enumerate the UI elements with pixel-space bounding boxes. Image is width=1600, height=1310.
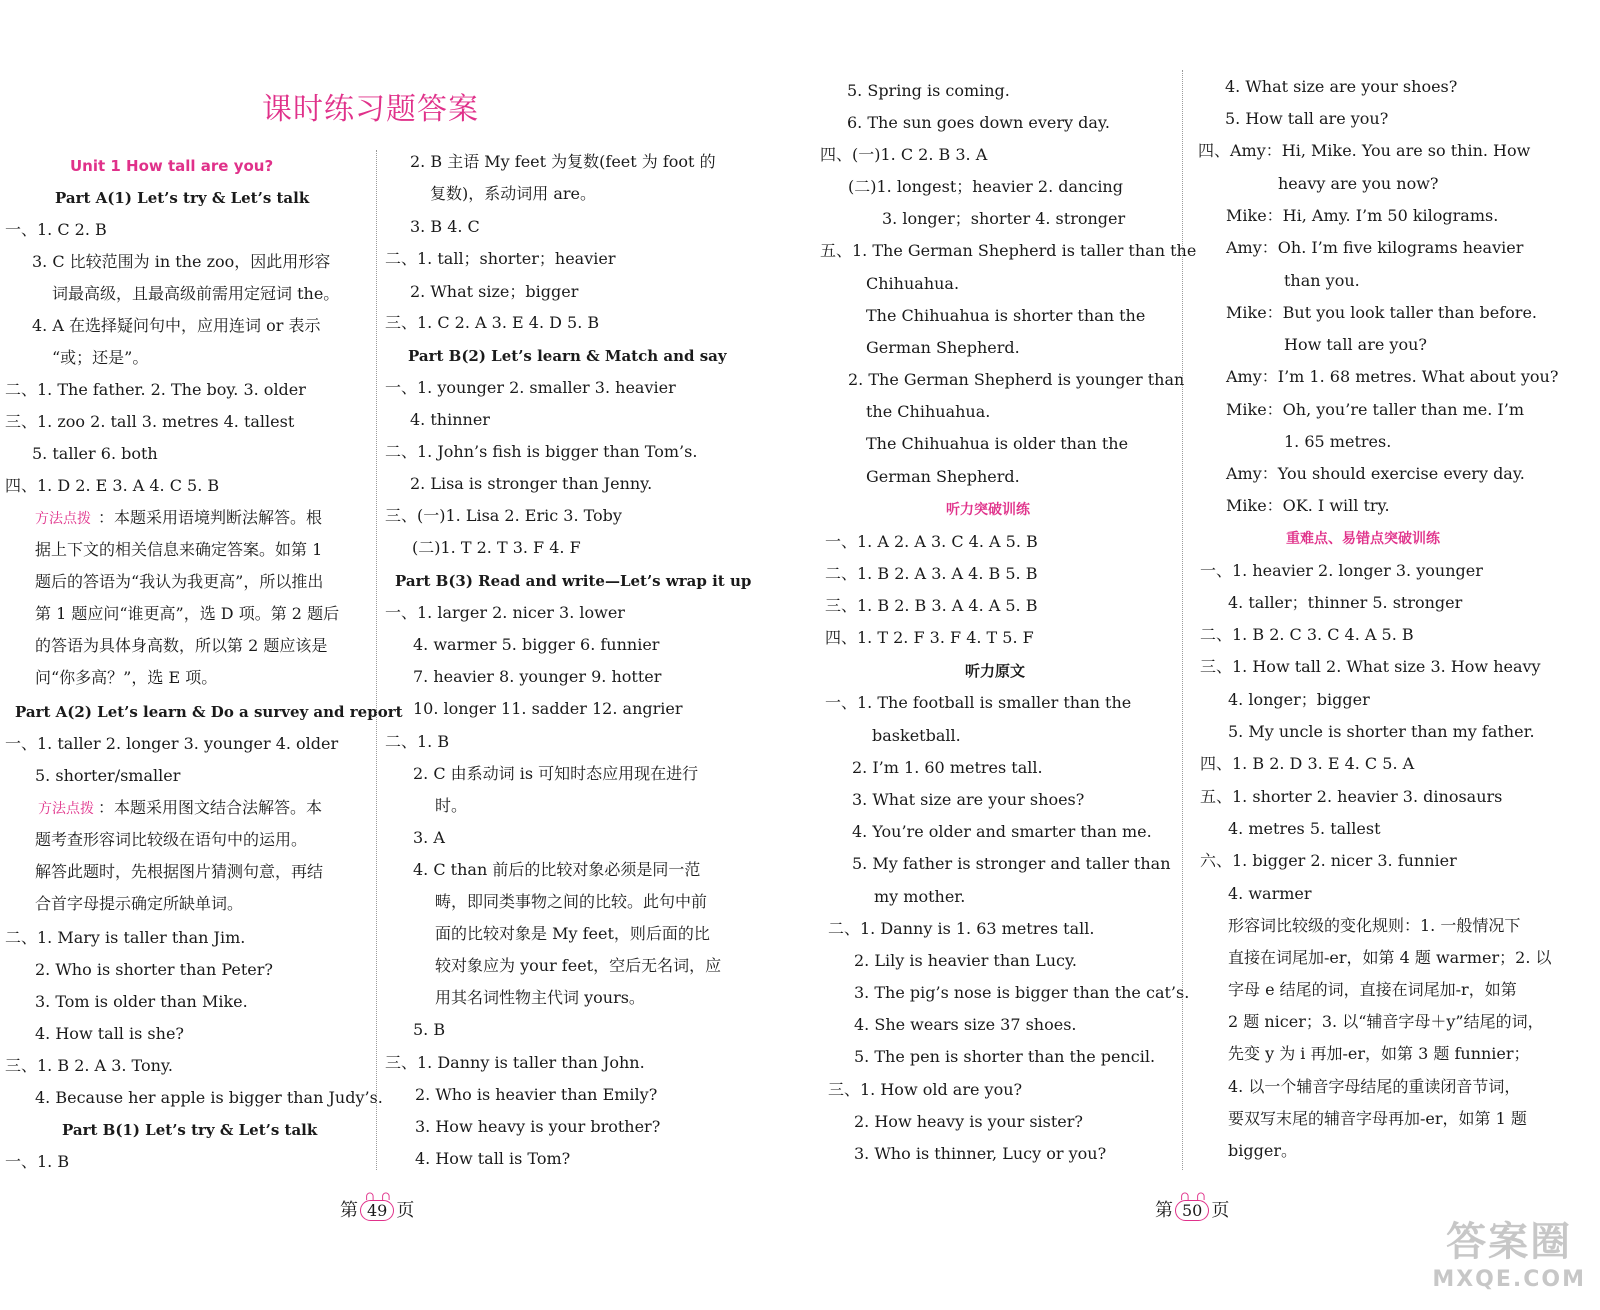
answer-line: 一、1. A 2. A 3. C 4. A 5. B bbox=[825, 532, 1038, 551]
answer-line: 5. shorter/smaller bbox=[35, 766, 181, 785]
answer-line: 3. Tom is older than Mike. bbox=[35, 992, 248, 1011]
page-number-suffix: 页 bbox=[396, 1200, 415, 1221]
answer-line: How tall are you? bbox=[1284, 335, 1427, 354]
answer-line: 一、1. The football is smaller than the bbox=[825, 693, 1132, 712]
page-number-49 bbox=[340, 1189, 415, 1222]
page-title: 课时练习题答案 bbox=[262, 92, 479, 127]
answer-line: 5. The pen is shorter than the pencil. bbox=[854, 1047, 1156, 1066]
page-number-50 bbox=[1155, 1189, 1230, 1222]
answer-line: 三、(一)1. Lisa 2. Eric 3. Toby bbox=[385, 506, 622, 525]
answer-line: 2. Lily is heavier than Lucy. bbox=[854, 951, 1077, 970]
answer-line: 听力原文 bbox=[965, 662, 1026, 680]
answer-line: 二、1. Danny is 1. 63 metres tall. bbox=[828, 919, 1095, 938]
answer-line: 听力突破训练 bbox=[946, 502, 1030, 518]
answer-line: 1. 65 metres. bbox=[1284, 432, 1392, 451]
answer-line: 4. How tall is Tom? bbox=[415, 1149, 571, 1168]
answer-line: 一、1. B bbox=[5, 1152, 70, 1171]
answer-line: 三、1. B 2. B 3. A 4. A 5. B bbox=[825, 596, 1038, 615]
answer-line: 4. taller；thinner 5. stronger bbox=[1228, 593, 1463, 612]
answer-line: German Shepherd. bbox=[866, 338, 1020, 357]
answer-line: 用其名词性物主代词 yours。 bbox=[435, 988, 645, 1007]
bunny-ears-icon: ∩∩ bbox=[1180, 1189, 1213, 1203]
answer-line: 重难点、易错点突破训练 bbox=[1286, 531, 1440, 547]
answer-line: 一、1. C 2. B bbox=[5, 220, 107, 239]
answer-line: 2. B 主语 My feet 为复数(feet 为 foot 的 bbox=[410, 152, 716, 171]
answer-line: 4. She wears size 37 shoes. bbox=[854, 1015, 1077, 1034]
section-heading: Part B(2) Let’s learn & Match and say bbox=[408, 347, 727, 365]
answer-line: 五、1. shorter 2. heavier 3. dinosaurs bbox=[1200, 787, 1503, 806]
answer-line: 2. Lisa is stronger than Jenny. bbox=[410, 474, 653, 493]
answer-line: 4. What size are your shoes? bbox=[1225, 77, 1458, 96]
answer-line: 三、1. How tall 2. What size 3. How heavy bbox=[1200, 657, 1541, 676]
answer-line: 6. The sun goes down every day. bbox=[847, 113, 1110, 132]
answer-line: 的答语为具体身高数，所以第 2 题应该是 bbox=[35, 636, 328, 655]
answer-line: “或；还是”。 bbox=[52, 348, 149, 367]
answer-line: 2. Who is heavier than Emily? bbox=[415, 1085, 658, 1104]
answer-line: The Chihuahua is older than the bbox=[866, 434, 1129, 453]
answer-line: 一、1. larger 2. nicer 3. lower bbox=[385, 603, 625, 622]
answer-line: 先变 y 为 i 再加-er，如第 3 题 funnier； bbox=[1228, 1044, 1530, 1063]
answer-line: 2. What size；bigger bbox=[410, 282, 579, 301]
answer-line: 10. longer 11. sadder 12. angrier bbox=[413, 699, 683, 718]
page-number-value: 49 bbox=[367, 1201, 388, 1220]
answer-line: 3. Who is thinner, Lucy or you? bbox=[854, 1144, 1107, 1163]
answer-line: 2 题 nicer；3. 以“辅音字母＋y”结尾的词， bbox=[1228, 1012, 1544, 1031]
answer-line: Mike：Hi, Amy. I’m 50 kilograms. bbox=[1226, 206, 1499, 225]
answer-line: 第 1 题应问“谁更高”，选 D 项。第 2 题后 bbox=[35, 604, 340, 623]
answer-line: 二、1. The father. 2. The boy. 3. older bbox=[5, 380, 306, 399]
answer-line: Amy：I’m 1. 68 metres. What about you? bbox=[1226, 367, 1559, 386]
answer-line: 二、1. John’s fish is bigger than Tom’s. bbox=[385, 442, 698, 461]
answer-line: 词最高级，且最高级前需用定冠词 the。 bbox=[52, 284, 340, 303]
answer-line: 三、1. C 2. A 3. E 4. D 5. B bbox=[385, 313, 600, 332]
page-number-suffix: 页 bbox=[1211, 1200, 1230, 1221]
answer-line: 较对象应为 your feet，空后无名词，应 bbox=[435, 956, 722, 975]
answer-line: 据上下文的相关信息来确定答案。如第 1 bbox=[35, 540, 323, 559]
section-heading: Part B(3) Read and write—Let’s wrap it up bbox=[395, 572, 752, 590]
answer-line: Amy：You should exercise every day. bbox=[1226, 464, 1525, 483]
answer-line: 四、Amy：Hi, Mike. You are so thin. How bbox=[1198, 141, 1531, 160]
answer-line: 二、1. tall；shorter；heavier bbox=[385, 249, 616, 268]
answer-line: 六、1. bigger 2. nicer 3. funnier bbox=[1200, 851, 1457, 870]
page-number-prefix: 第 bbox=[340, 1200, 358, 1221]
answer-line: 二、1. B bbox=[385, 732, 450, 751]
answer-line: 四、1. T 2. F 3. F 4. T 5. F bbox=[825, 628, 1034, 647]
answer-line: 3. B 4. C bbox=[410, 217, 480, 236]
answer-line: 畴，即同类事物之间的比较。此句中前 bbox=[435, 892, 708, 911]
answer-line: the Chihuahua. bbox=[866, 402, 991, 421]
answer-line: 4. warmer bbox=[1228, 884, 1312, 903]
answer-line: 复数)，系动词用 are。 bbox=[430, 184, 596, 203]
answer-line: 二、1. B 2. C 3. C 4. A 5. B bbox=[1200, 625, 1414, 644]
answer-line: 4. Because her apple is bigger than Judy’s. bbox=[35, 1088, 383, 1107]
answer-line: 三、1. How old are you? bbox=[828, 1080, 1023, 1099]
answer-line: 4. metres 5. tallest bbox=[1228, 819, 1381, 838]
answer-line: Mike：But you look taller than before. bbox=[1226, 303, 1538, 322]
answer-line: 四、1. D 2. E 3. A 4. C 5. B bbox=[5, 476, 220, 495]
answer-line: 3. What size are your shoes? bbox=[852, 790, 1085, 809]
answer-line: Mike：OK. I will try. bbox=[1226, 496, 1390, 515]
answer-line: 四、1. B 2. D 3. E 4. C 5. A bbox=[1200, 754, 1415, 773]
answer-line: 2. C 由系动词 is 可知时态应用现在进行 bbox=[413, 764, 699, 783]
answer-line: 4. C than 前后的比较对象必须是同一范 bbox=[413, 860, 701, 879]
answer-line: 3. A bbox=[413, 828, 445, 847]
answer-line: 3. The pig’s nose is bigger than the cat’s. bbox=[854, 983, 1190, 1002]
answer-line: 形容词比较级的变化规则：1. 一般情况下 bbox=[1228, 916, 1521, 935]
answer-line: 二、1. Mary is taller than Jim. bbox=[5, 928, 246, 947]
answer-line: 4. warmer 5. bigger 6. funnier bbox=[413, 635, 660, 654]
answer-line: basketball. bbox=[872, 726, 961, 745]
answer-line: heavy are you now? bbox=[1278, 174, 1439, 193]
answer-line: Amy：Oh. I’m five kilograms heavier bbox=[1226, 238, 1524, 257]
answer-line: my mother. bbox=[874, 887, 966, 906]
answer-line: 5. My father is stronger and taller than bbox=[852, 854, 1171, 873]
answer-line: 三、1. Danny is taller than John. bbox=[385, 1053, 645, 1072]
page-number-badge bbox=[1175, 1189, 1213, 1221]
answer-line: (二)1. longest；heavier 2. dancing bbox=[848, 177, 1123, 196]
watermark-logo bbox=[1432, 1210, 1586, 1292]
answer-line: 面的比较对象是 My feet，则后面的比 bbox=[435, 924, 710, 943]
answer-line: 2. How heavy is your sister? bbox=[854, 1112, 1083, 1131]
answer-line: The Chihuahua is shorter than the bbox=[866, 306, 1146, 325]
answer-line: 5. My uncle is shorter than my father. bbox=[1228, 722, 1535, 741]
answer-line: 时。 bbox=[435, 796, 468, 815]
answer-line: 合首字母提示确定所缺单词。 bbox=[35, 894, 244, 913]
answer-line: 5. How tall are you? bbox=[1225, 109, 1389, 128]
section-heading: Part B(1) Let’s try & Let’s talk bbox=[62, 1121, 318, 1139]
answer-line: 5. Spring is coming. bbox=[847, 81, 1010, 100]
answer-line: 4. longer；bigger bbox=[1228, 690, 1370, 709]
answer-line: 一、1. younger 2. smaller 3. heavier bbox=[385, 378, 676, 397]
answer-line: 一、1. taller 2. longer 3. younger 4. older bbox=[5, 734, 339, 753]
answer-line: bigger。 bbox=[1228, 1141, 1297, 1160]
answer-line: 一、1. heavier 2. longer 3. younger bbox=[1200, 561, 1483, 580]
answer-line: 题考查形容词比较级在语句中的运用。 bbox=[35, 830, 308, 849]
page-number-value: 50 bbox=[1182, 1201, 1203, 1220]
page-number-badge bbox=[360, 1189, 398, 1221]
answer-line: 4. 以一个辅音字母结尾的重读闭音节词， bbox=[1228, 1077, 1521, 1096]
answer-line: ：本题采用图文结合法解答。本 bbox=[98, 798, 323, 817]
answer-line: 3. C 比较范围为 in the zoo，因此用形容 bbox=[32, 252, 331, 271]
column-divider bbox=[1182, 70, 1183, 1170]
answer-line: 五、1. The German Shepherd is taller than the bbox=[820, 241, 1197, 260]
answer-line: 直接在词尾加-er，如第 4 题 warmer；2. 以 bbox=[1228, 948, 1552, 967]
tip-label: 方法点拨 bbox=[35, 511, 91, 527]
answer-line: 3. How heavy is your brother? bbox=[415, 1117, 661, 1136]
section-heading: Unit 1 How tall are you? bbox=[70, 157, 274, 175]
answer-line: 5. taller 6. both bbox=[32, 444, 158, 463]
answer-line: 2. Who is shorter than Peter? bbox=[35, 960, 273, 979]
bunny-ears-icon: ∩∩ bbox=[365, 1189, 398, 1203]
answer-line: 三、1. B 2. A 3. Tony. bbox=[5, 1056, 173, 1075]
answer-line: Chihuahua. bbox=[866, 274, 960, 293]
watermark-text: 答案圈 bbox=[1446, 1219, 1573, 1265]
answer-line: 4. How tall is she? bbox=[35, 1024, 184, 1043]
right-page bbox=[800, 0, 1600, 1310]
answer-line: 题后的答语为“我认为我更高”，所以推出 bbox=[35, 572, 324, 591]
column-divider bbox=[376, 150, 377, 1170]
answer-line: 二、1. B 2. A 3. A 4. B 5. B bbox=[825, 564, 1038, 583]
section-heading: Part A(1) Let’s try & Let’s talk bbox=[55, 189, 310, 207]
answer-line: 5. B bbox=[413, 1020, 446, 1039]
answer-line: 2. I’m 1. 60 metres tall. bbox=[852, 758, 1043, 777]
watermark-url: MXQE.COM bbox=[1432, 1267, 1586, 1292]
answer-line: 7. heavier 8. younger 9. hotter bbox=[413, 667, 662, 686]
answer-line: 4. You’re older and smarter than me. bbox=[852, 822, 1152, 841]
answer-line: 问“你多高？”，选 E 项。 bbox=[35, 668, 218, 687]
answer-line: 3. longer；shorter 4. stronger bbox=[882, 209, 1126, 228]
page-number-prefix: 第 bbox=[1155, 1200, 1173, 1221]
answer-line: 四、(一)1. C 2. B 3. A bbox=[820, 145, 988, 164]
tip-label: 方法点拨 bbox=[38, 801, 94, 817]
answer-line: 4. thinner bbox=[410, 410, 490, 429]
answer-line: 2. The German Shepherd is younger than bbox=[848, 370, 1185, 389]
answer-line: 要双写末尾的辅音字母再加-er，如第 1 题 bbox=[1228, 1109, 1527, 1128]
answer-line: German Shepherd. bbox=[866, 467, 1020, 486]
answer-line: ：本题采用语境判断法解答。根 bbox=[98, 508, 323, 527]
answer-line: than you. bbox=[1284, 271, 1360, 290]
answer-line: 4. A 在选择疑问句中，应用连词 or 表示 bbox=[32, 316, 321, 335]
answer-line: 字母 e 结尾的词，直接在词尾加-r，如第 bbox=[1228, 980, 1517, 999]
answer-line: 三、1. zoo 2. tall 3. metres 4. tallest bbox=[5, 412, 295, 431]
section-heading: Part A(2) Let’s learn & Do a survey and report bbox=[15, 703, 403, 721]
answer-line: (二)1. T 2. T 3. F 4. F bbox=[412, 538, 581, 557]
answer-line: 解答此题时，先根据图片猜测句意，再结 bbox=[35, 862, 324, 881]
answer-line: Mike：Oh, you’re taller than me. I’m bbox=[1226, 400, 1524, 419]
